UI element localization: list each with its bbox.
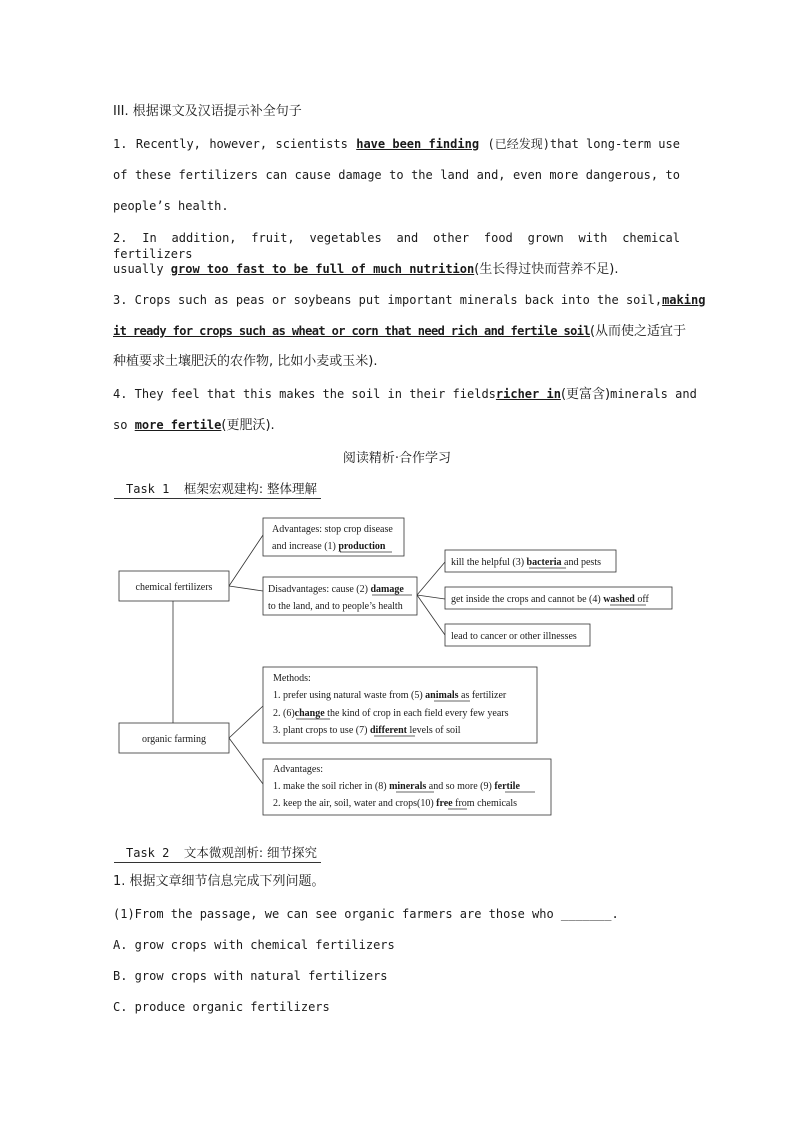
- reading-title: 阅读精析·合作学习: [342, 451, 452, 466]
- sentence-2-line-2: [113, 261, 619, 278]
- sentence-2-hint: (生长得过快而营养不足).: [474, 262, 619, 277]
- task-2-title: 文本微观剖析: 细节探究: [183, 845, 317, 860]
- answer-minerals: minerals: [389, 781, 427, 792]
- sentence-4-line-1: [113, 386, 697, 403]
- chemical-fertilizers-label: chemical fertilizers: [135, 582, 213, 593]
- organic-farming-label: organic farming: [142, 734, 206, 745]
- answer-making: making: [662, 293, 706, 307]
- kill-bacteria-text: kill the helpful (3) bacteria and pests: [451, 557, 601, 568]
- sentence-1-hint: (已经发现)that long-term use: [487, 137, 680, 151]
- sentence-1-word: however,: [209, 137, 268, 151]
- dis-pre: Disadvantages: cause (2): [268, 584, 368, 595]
- sentence-1-line-1: [113, 136, 680, 152]
- sentence-3-hint: (从而使之适宜于: [589, 324, 687, 339]
- answer-free: free: [436, 798, 453, 809]
- answer-more-fertile: more fertile: [134, 418, 222, 432]
- sentence-4-hint-2: (更肥沃).: [221, 418, 275, 433]
- organic-advantages-title: Advantages:: [273, 764, 323, 775]
- answer-change: change: [294, 708, 325, 719]
- sentence-4-pre-2: so: [113, 418, 135, 432]
- sentence-3-line-2: [113, 323, 686, 340]
- answer-different: different: [369, 725, 407, 736]
- section-heading: III. 根据课文及汉语提示补全句子: [113, 104, 302, 119]
- sentence-4-hint-1: (更富含): [560, 387, 611, 402]
- answer-have-been-finding: have been finding: [356, 137, 480, 151]
- sentence-4-pre: 4. They feel that this makes the soil in their fields: [113, 387, 496, 401]
- method-1: 1. prefer using natural waste from (5) animals as fertilizer: [273, 690, 507, 701]
- disadvantages-line-2: to the land, and to people’s health: [268, 601, 403, 612]
- task-2-label: Task 2: [126, 846, 170, 860]
- answer-damage: damage: [370, 584, 404, 595]
- answer-animals: animals: [425, 690, 459, 701]
- washed-off-text: get inside the crops and cannot be (4) washed off: [451, 594, 649, 605]
- methods-title: Methods:: [273, 673, 311, 684]
- answer-washed: washed: [603, 594, 635, 605]
- option-a: A. grow crops with chemical fertilizers: [113, 938, 395, 952]
- sentence-1-num: 1.: [113, 137, 128, 151]
- answer-fertile: fertile: [494, 781, 520, 792]
- answer-production: production: [338, 541, 386, 552]
- sentence-1-word: scientists: [275, 137, 348, 151]
- sentence-3-line-3: 种植要求土壤肥沃的农作物, 比如小麦或玉米).: [113, 354, 378, 369]
- option-c: C. produce organic fertilizers: [113, 1000, 330, 1014]
- chemical-advantages-line-1: Advantages: stop crop disease: [272, 524, 393, 535]
- answer-richer-in: richer in: [495, 387, 561, 401]
- cancer-text: lead to cancer or other illnesses: [451, 631, 577, 642]
- task-1-title: 框架宏观建构: 整体理解: [183, 481, 317, 496]
- mind-map-diagram: [0, 505, 794, 825]
- answer-it-ready-for-crops: it ready for crops such as wheat or corn that need rich and fertile soil: [113, 324, 590, 338]
- sentence-3-line-1: [113, 292, 706, 308]
- advantage-1: 1. make the soil richer in (8) minerals and so more (9) fertile: [273, 781, 520, 792]
- disadvantages-line-1: [268, 584, 404, 595]
- adv1-pre: and increase (1): [272, 541, 336, 552]
- sentence-1-line-3: people’s health.: [113, 199, 229, 213]
- task-1-heading: [114, 479, 321, 499]
- question-intro: 1. 根据文章细节信息完成下列问题。: [113, 874, 325, 889]
- sentence-4-line-2: [113, 417, 275, 434]
- sentence-2-pre: usually: [113, 262, 171, 276]
- answer-bacteria: bacteria: [526, 557, 562, 568]
- chemical-advantages-line-2: [272, 541, 386, 552]
- advantage-2: 2. keep the air, soil, water and crops(10) free from chemicals: [273, 798, 518, 809]
- sentence-2-line-1: 2. In addition, fruit, vegetables and other food grown with chemical fertilizers: [113, 231, 680, 261]
- sentence-3-text: 3. Crops such as peas or soybeans put important minerals back into the soil,: [113, 293, 663, 307]
- option-b: B. grow crops with natural fertilizers: [113, 969, 388, 983]
- answer-grow-too-fast: grow too fast to be full of much nutrition: [170, 262, 475, 276]
- task-1-label: Task 1: [126, 482, 170, 496]
- method-3: 3. plant crops to use (7) different levels of soil: [273, 725, 461, 736]
- sentence-1-line-2: of these fertilizers can cause damage to the land and, even more dangerous, to: [113, 168, 680, 182]
- sentence-4-post: minerals and: [610, 387, 697, 401]
- task-2-heading: [114, 843, 321, 863]
- question-1-stem: (1)From the passage, we can see organic farmers are those who _______.: [113, 907, 619, 921]
- sentence-1-word: Recently,: [135, 137, 201, 151]
- method-2: 2. (6)change the kind of crop in each field every few years: [273, 708, 509, 719]
